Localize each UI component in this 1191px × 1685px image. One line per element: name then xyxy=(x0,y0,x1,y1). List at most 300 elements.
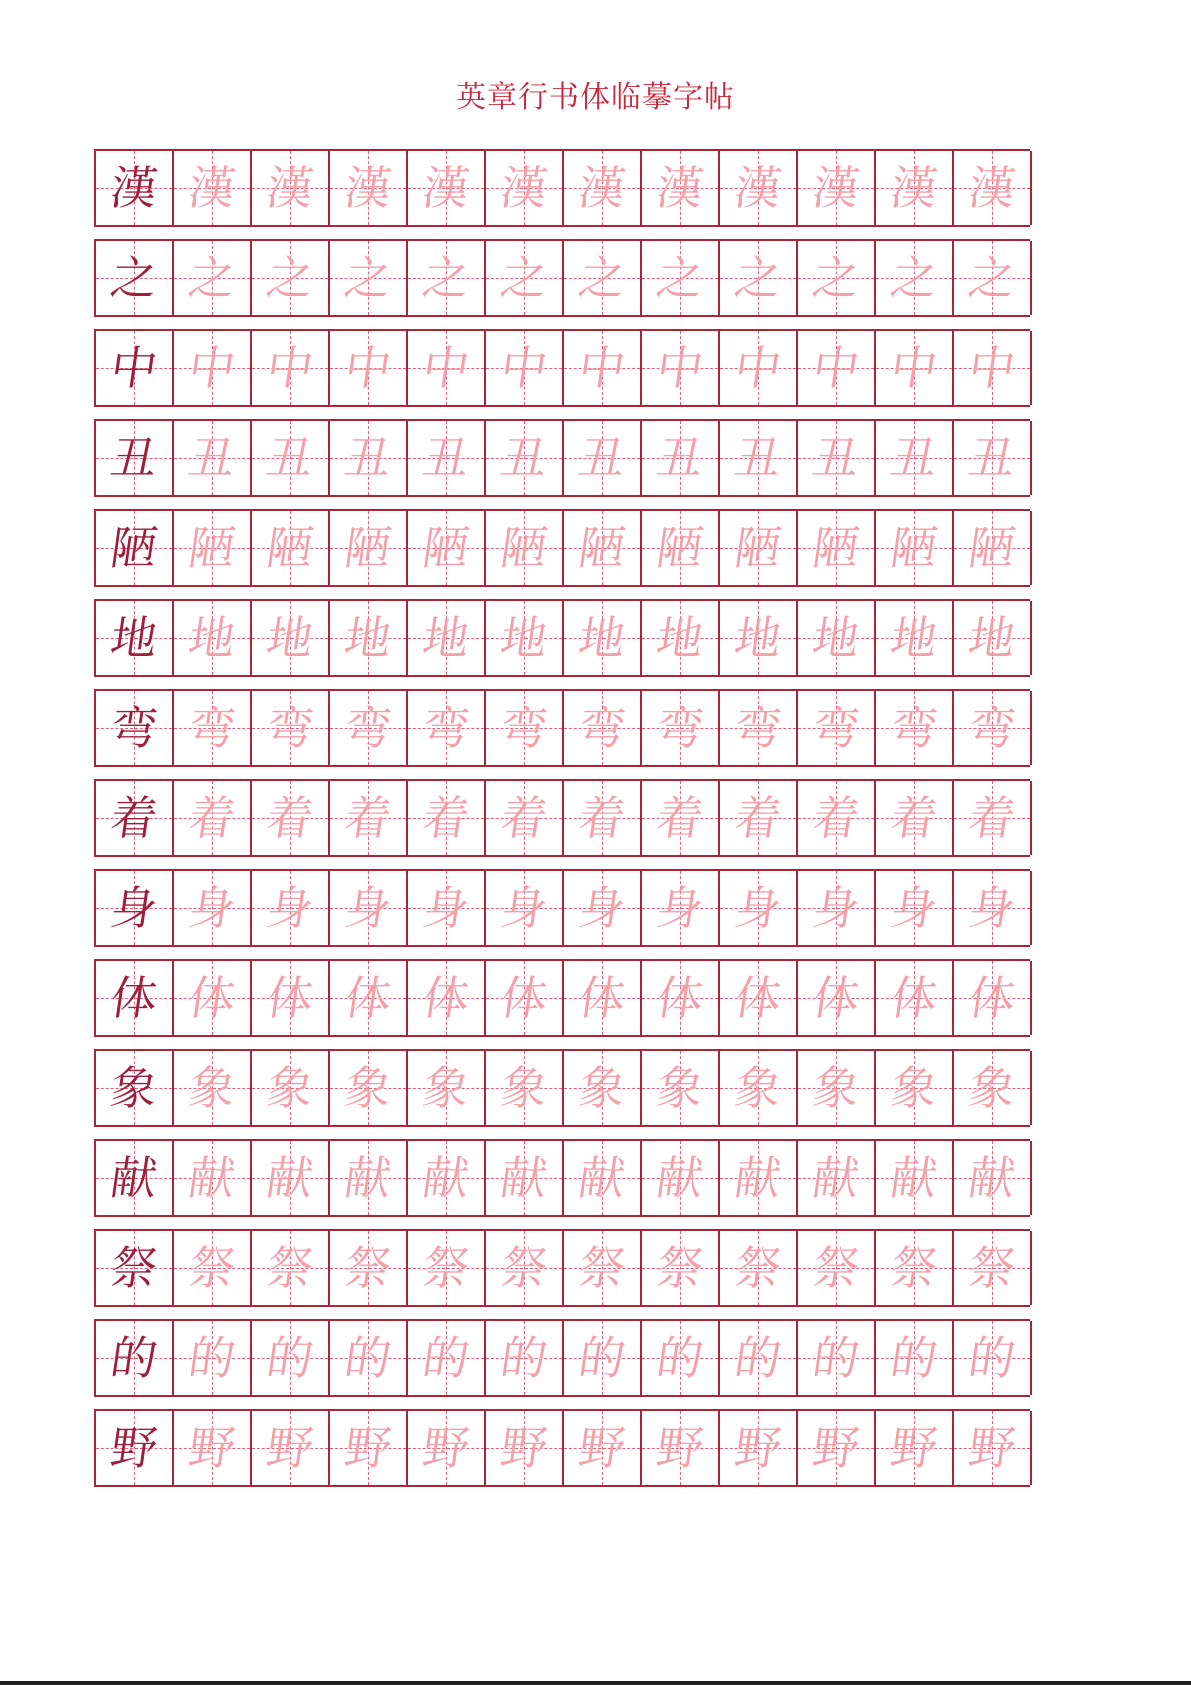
trace-char-cell xyxy=(876,601,954,675)
trace-char-cell xyxy=(564,1141,642,1215)
trace-char-cell xyxy=(408,1051,486,1125)
trace-character: 地 xyxy=(653,611,707,665)
trace-char-cell xyxy=(798,1321,876,1395)
trace-character: 丑 xyxy=(497,431,551,485)
trace-character: 漢 xyxy=(497,161,551,215)
trace-char-cell xyxy=(174,601,252,675)
trace-char-cell xyxy=(174,1411,252,1485)
trace-char-cell xyxy=(408,961,486,1035)
trace-char-cell xyxy=(798,331,876,405)
trace-char-cell xyxy=(876,331,954,405)
trace-character: 祭 xyxy=(263,1241,317,1295)
model-char-cell xyxy=(96,1411,174,1485)
trace-char-cell xyxy=(174,1321,252,1395)
trace-character: 体 xyxy=(965,971,1019,1025)
trace-char-cell xyxy=(876,241,954,315)
trace-char-cell xyxy=(252,781,330,855)
trace-char-cell xyxy=(174,1051,252,1125)
trace-character: 野 xyxy=(809,1421,863,1475)
trace-character: 中 xyxy=(809,341,863,395)
trace-char-cell xyxy=(876,421,954,495)
trace-character: 着 xyxy=(887,791,941,845)
model-char-cell xyxy=(96,871,174,945)
trace-char-cell xyxy=(798,1141,876,1215)
trace-char-cell xyxy=(330,1411,408,1485)
trace-char-cell xyxy=(330,1231,408,1305)
trace-character: 丑 xyxy=(653,431,707,485)
trace-character: 弯 xyxy=(731,701,785,755)
trace-character: 身 xyxy=(575,881,629,935)
trace-character: 陋 xyxy=(965,521,1019,575)
trace-char-cell xyxy=(486,1231,564,1305)
model-char-cell xyxy=(96,511,174,585)
trace-char-cell xyxy=(798,1231,876,1305)
model-character: 之 xyxy=(107,251,161,305)
model-character: 弯 xyxy=(107,701,161,755)
trace-char-cell xyxy=(876,1051,954,1125)
trace-character: 丑 xyxy=(185,431,239,485)
trace-char-cell xyxy=(252,1321,330,1395)
trace-character: 地 xyxy=(809,611,863,665)
trace-char-cell xyxy=(330,601,408,675)
trace-character: 中 xyxy=(575,341,629,395)
trace-char-cell xyxy=(330,871,408,945)
trace-char-cell xyxy=(252,871,330,945)
trace-char-cell xyxy=(252,601,330,675)
trace-character: 的 xyxy=(965,1331,1019,1385)
page-bottom-border xyxy=(0,1681,1191,1685)
trace-char-cell xyxy=(876,151,954,225)
trace-character: 地 xyxy=(341,611,395,665)
trace-character: 弯 xyxy=(341,701,395,755)
trace-character: 漢 xyxy=(341,161,395,215)
trace-char-cell xyxy=(876,691,954,765)
trace-char-cell xyxy=(798,961,876,1035)
trace-character: 之 xyxy=(575,251,629,305)
trace-character: 陋 xyxy=(185,521,239,575)
trace-character: 之 xyxy=(185,251,239,305)
trace-char-cell xyxy=(330,1051,408,1125)
trace-character: 中 xyxy=(185,341,239,395)
trace-character: 弯 xyxy=(887,701,941,755)
model-character: 体 xyxy=(107,971,161,1025)
trace-character: 献 xyxy=(965,1151,1019,1205)
trace-char-cell xyxy=(252,691,330,765)
trace-char-cell xyxy=(174,691,252,765)
trace-char-cell xyxy=(174,781,252,855)
trace-character: 着 xyxy=(809,791,863,845)
trace-char-cell xyxy=(408,421,486,495)
model-character: 身 xyxy=(107,881,161,935)
trace-char-cell xyxy=(720,151,798,225)
trace-character: 野 xyxy=(185,1421,239,1475)
trace-character: 着 xyxy=(419,791,473,845)
trace-char-cell xyxy=(174,241,252,315)
trace-char-cell xyxy=(954,1231,1032,1305)
trace-character: 丑 xyxy=(419,431,473,485)
trace-char-cell xyxy=(330,241,408,315)
model-character: 象 xyxy=(107,1061,161,1115)
trace-character: 漢 xyxy=(419,161,473,215)
trace-char-cell xyxy=(564,781,642,855)
trace-character: 中 xyxy=(341,341,395,395)
trace-character: 象 xyxy=(965,1061,1019,1115)
trace-character: 体 xyxy=(653,971,707,1025)
trace-char-cell xyxy=(642,1051,720,1125)
model-character: 献 xyxy=(107,1151,161,1205)
trace-char-cell xyxy=(798,1411,876,1485)
trace-character: 丑 xyxy=(887,431,941,485)
trace-char-cell xyxy=(798,241,876,315)
model-char-cell xyxy=(96,151,174,225)
trace-char-cell xyxy=(252,331,330,405)
trace-char-cell xyxy=(642,781,720,855)
trace-char-cell xyxy=(642,241,720,315)
trace-character: 野 xyxy=(497,1421,551,1475)
trace-character: 的 xyxy=(497,1331,551,1385)
trace-char-cell xyxy=(954,601,1032,675)
trace-character: 着 xyxy=(575,791,629,845)
trace-character: 祭 xyxy=(809,1241,863,1295)
practice-row xyxy=(94,1049,1030,1127)
trace-character: 陋 xyxy=(653,521,707,575)
trace-character: 之 xyxy=(497,251,551,305)
trace-char-cell xyxy=(486,331,564,405)
trace-char-cell xyxy=(486,601,564,675)
trace-char-cell xyxy=(642,961,720,1035)
trace-char-cell xyxy=(642,601,720,675)
trace-character: 地 xyxy=(263,611,317,665)
trace-char-cell xyxy=(564,1051,642,1125)
trace-character: 的 xyxy=(653,1331,707,1385)
trace-character: 中 xyxy=(263,341,317,395)
model-character: 丑 xyxy=(107,431,161,485)
model-character: 地 xyxy=(107,611,161,665)
trace-char-cell xyxy=(252,151,330,225)
trace-char-cell xyxy=(408,601,486,675)
trace-char-cell xyxy=(720,331,798,405)
trace-character: 的 xyxy=(263,1331,317,1385)
model-char-cell xyxy=(96,241,174,315)
trace-character: 弯 xyxy=(965,701,1019,755)
trace-char-cell xyxy=(642,1321,720,1395)
trace-char-cell xyxy=(486,1051,564,1125)
trace-char-cell xyxy=(720,241,798,315)
trace-character: 的 xyxy=(887,1331,941,1385)
trace-character: 丑 xyxy=(263,431,317,485)
trace-char-cell xyxy=(642,151,720,225)
trace-character: 陋 xyxy=(263,521,317,575)
trace-character: 体 xyxy=(419,971,473,1025)
trace-char-cell xyxy=(330,781,408,855)
trace-character: 中 xyxy=(419,341,473,395)
trace-char-cell xyxy=(954,961,1032,1035)
trace-character: 祭 xyxy=(341,1241,395,1295)
trace-character: 献 xyxy=(263,1151,317,1205)
trace-char-cell xyxy=(564,961,642,1035)
trace-character: 之 xyxy=(653,251,707,305)
trace-character: 献 xyxy=(185,1151,239,1205)
practice-row xyxy=(94,689,1030,767)
trace-character: 象 xyxy=(809,1061,863,1115)
trace-character: 身 xyxy=(341,881,395,935)
trace-char-cell xyxy=(330,691,408,765)
model-char-cell xyxy=(96,331,174,405)
trace-char-cell xyxy=(486,511,564,585)
trace-character: 地 xyxy=(887,611,941,665)
trace-char-cell xyxy=(798,601,876,675)
trace-char-cell xyxy=(798,151,876,225)
trace-char-cell xyxy=(330,421,408,495)
trace-char-cell xyxy=(720,1411,798,1485)
practice-row xyxy=(94,1229,1030,1307)
trace-char-cell xyxy=(252,1231,330,1305)
trace-char-cell xyxy=(564,331,642,405)
trace-character: 陋 xyxy=(419,521,473,575)
trace-character: 祭 xyxy=(497,1241,551,1295)
trace-character: 着 xyxy=(653,791,707,845)
trace-char-cell xyxy=(252,1411,330,1485)
trace-char-cell xyxy=(252,421,330,495)
trace-char-cell xyxy=(486,781,564,855)
practice-row xyxy=(94,959,1030,1037)
trace-character: 之 xyxy=(965,251,1019,305)
trace-character: 漢 xyxy=(575,161,629,215)
trace-character: 象 xyxy=(887,1061,941,1115)
trace-character: 象 xyxy=(497,1061,551,1115)
trace-char-cell xyxy=(486,151,564,225)
trace-character: 身 xyxy=(653,881,707,935)
trace-char-cell xyxy=(642,421,720,495)
trace-char-cell xyxy=(564,511,642,585)
trace-character: 体 xyxy=(731,971,785,1025)
trace-char-cell xyxy=(408,871,486,945)
trace-char-cell xyxy=(330,961,408,1035)
trace-character: 体 xyxy=(341,971,395,1025)
trace-char-cell xyxy=(876,1231,954,1305)
trace-char-cell xyxy=(564,871,642,945)
trace-character: 之 xyxy=(419,251,473,305)
trace-char-cell xyxy=(642,1141,720,1215)
trace-char-cell xyxy=(252,1051,330,1125)
trace-character: 弯 xyxy=(185,701,239,755)
trace-character: 献 xyxy=(419,1151,473,1205)
trace-character: 的 xyxy=(731,1331,785,1385)
trace-character: 祭 xyxy=(965,1241,1019,1295)
trace-char-cell xyxy=(720,871,798,945)
trace-char-cell xyxy=(174,151,252,225)
trace-char-cell xyxy=(798,691,876,765)
model-character: 祭 xyxy=(107,1241,161,1295)
trace-character: 祭 xyxy=(887,1241,941,1295)
trace-character: 地 xyxy=(575,611,629,665)
trace-char-cell xyxy=(720,691,798,765)
trace-character: 野 xyxy=(653,1421,707,1475)
trace-character: 身 xyxy=(497,881,551,935)
trace-character: 丑 xyxy=(575,431,629,485)
trace-char-cell xyxy=(408,241,486,315)
trace-char-cell xyxy=(954,1321,1032,1395)
trace-char-cell xyxy=(564,421,642,495)
trace-character: 着 xyxy=(731,791,785,845)
trace-character: 漢 xyxy=(185,161,239,215)
trace-character: 陋 xyxy=(809,521,863,575)
trace-char-cell xyxy=(720,1321,798,1395)
trace-character: 漢 xyxy=(731,161,785,215)
trace-character: 弯 xyxy=(497,701,551,755)
trace-character: 献 xyxy=(887,1151,941,1205)
trace-char-cell xyxy=(564,601,642,675)
trace-character: 体 xyxy=(263,971,317,1025)
trace-character: 着 xyxy=(341,791,395,845)
trace-char-cell xyxy=(486,241,564,315)
trace-character: 之 xyxy=(887,251,941,305)
trace-character: 野 xyxy=(419,1421,473,1475)
trace-character: 的 xyxy=(185,1331,239,1385)
trace-character: 着 xyxy=(185,791,239,845)
trace-character: 之 xyxy=(341,251,395,305)
trace-char-cell xyxy=(798,421,876,495)
trace-character: 体 xyxy=(185,971,239,1025)
trace-char-cell xyxy=(798,781,876,855)
trace-char-cell xyxy=(408,691,486,765)
trace-char-cell xyxy=(330,1321,408,1395)
practice-row xyxy=(94,779,1030,857)
trace-char-cell xyxy=(798,511,876,585)
trace-character: 地 xyxy=(185,611,239,665)
trace-char-cell xyxy=(486,1141,564,1215)
trace-character: 象 xyxy=(185,1061,239,1115)
trace-character: 地 xyxy=(419,611,473,665)
trace-char-cell xyxy=(252,961,330,1035)
model-char-cell xyxy=(96,1051,174,1125)
trace-character: 陋 xyxy=(731,521,785,575)
trace-char-cell xyxy=(564,1231,642,1305)
model-char-cell xyxy=(96,691,174,765)
trace-character: 地 xyxy=(965,611,1019,665)
trace-character: 祭 xyxy=(731,1241,785,1295)
practice-row xyxy=(94,1409,1030,1487)
trace-character: 献 xyxy=(653,1151,707,1205)
trace-character: 祭 xyxy=(653,1241,707,1295)
trace-char-cell xyxy=(954,1411,1032,1485)
trace-character: 祭 xyxy=(419,1241,473,1295)
trace-character: 身 xyxy=(731,881,785,935)
trace-character: 献 xyxy=(341,1151,395,1205)
practice-row xyxy=(94,239,1030,317)
trace-char-cell xyxy=(720,421,798,495)
trace-char-cell xyxy=(876,1321,954,1395)
trace-character: 象 xyxy=(731,1061,785,1115)
trace-character: 象 xyxy=(419,1061,473,1115)
trace-character: 之 xyxy=(731,251,785,305)
practice-row xyxy=(94,869,1030,947)
trace-char-cell xyxy=(720,961,798,1035)
trace-char-cell xyxy=(408,1411,486,1485)
trace-character: 陋 xyxy=(341,521,395,575)
trace-character: 体 xyxy=(887,971,941,1025)
trace-character: 象 xyxy=(575,1061,629,1115)
trace-char-cell xyxy=(174,421,252,495)
trace-char-cell xyxy=(798,871,876,945)
trace-character: 丑 xyxy=(341,431,395,485)
trace-char-cell xyxy=(174,1231,252,1305)
trace-char-cell xyxy=(330,1141,408,1215)
trace-char-cell xyxy=(954,1141,1032,1215)
trace-character: 着 xyxy=(965,791,1019,845)
trace-char-cell xyxy=(798,1051,876,1125)
trace-character: 着 xyxy=(263,791,317,845)
trace-char-cell xyxy=(564,1321,642,1395)
model-character: 的 xyxy=(107,1331,161,1385)
trace-char-cell xyxy=(720,511,798,585)
trace-character: 陋 xyxy=(497,521,551,575)
trace-character: 着 xyxy=(497,791,551,845)
trace-char-cell xyxy=(174,961,252,1035)
trace-character: 身 xyxy=(809,881,863,935)
trace-character: 陋 xyxy=(575,521,629,575)
practice-row xyxy=(94,509,1030,587)
trace-char-cell xyxy=(954,421,1032,495)
model-character: 野 xyxy=(107,1421,161,1475)
trace-char-cell xyxy=(954,151,1032,225)
trace-char-cell xyxy=(330,331,408,405)
trace-character: 之 xyxy=(809,251,863,305)
trace-char-cell xyxy=(408,331,486,405)
trace-char-cell xyxy=(954,241,1032,315)
trace-char-cell xyxy=(720,1231,798,1305)
trace-char-cell xyxy=(330,511,408,585)
trace-character: 献 xyxy=(809,1151,863,1205)
trace-character: 丑 xyxy=(809,431,863,485)
model-char-cell xyxy=(96,1231,174,1305)
trace-character: 丑 xyxy=(731,431,785,485)
model-character: 着 xyxy=(107,791,161,845)
practice-row xyxy=(94,329,1030,407)
trace-char-cell xyxy=(564,241,642,315)
trace-char-cell xyxy=(174,331,252,405)
trace-character: 地 xyxy=(731,611,785,665)
trace-character: 的 xyxy=(575,1331,629,1385)
trace-char-cell xyxy=(486,421,564,495)
trace-character: 象 xyxy=(341,1061,395,1115)
trace-character: 丑 xyxy=(965,431,1019,485)
trace-character: 中 xyxy=(497,341,551,395)
trace-character: 野 xyxy=(341,1421,395,1475)
trace-char-cell xyxy=(486,871,564,945)
trace-char-cell xyxy=(876,1141,954,1215)
trace-character: 漢 xyxy=(809,161,863,215)
trace-character: 献 xyxy=(575,1151,629,1205)
trace-character: 野 xyxy=(263,1421,317,1475)
trace-char-cell xyxy=(954,511,1032,585)
trace-character: 中 xyxy=(965,341,1019,395)
trace-character: 弯 xyxy=(263,701,317,755)
trace-char-cell xyxy=(252,1141,330,1215)
trace-character: 漢 xyxy=(887,161,941,215)
trace-char-cell xyxy=(954,781,1032,855)
trace-char-cell xyxy=(252,511,330,585)
trace-character: 象 xyxy=(653,1061,707,1115)
practice-row xyxy=(94,1319,1030,1397)
trace-char-cell xyxy=(174,1141,252,1215)
model-character: 漢 xyxy=(107,161,161,215)
trace-char-cell xyxy=(642,331,720,405)
trace-character: 献 xyxy=(731,1151,785,1205)
trace-char-cell xyxy=(564,1411,642,1485)
trace-character: 中 xyxy=(731,341,785,395)
trace-char-cell xyxy=(408,781,486,855)
